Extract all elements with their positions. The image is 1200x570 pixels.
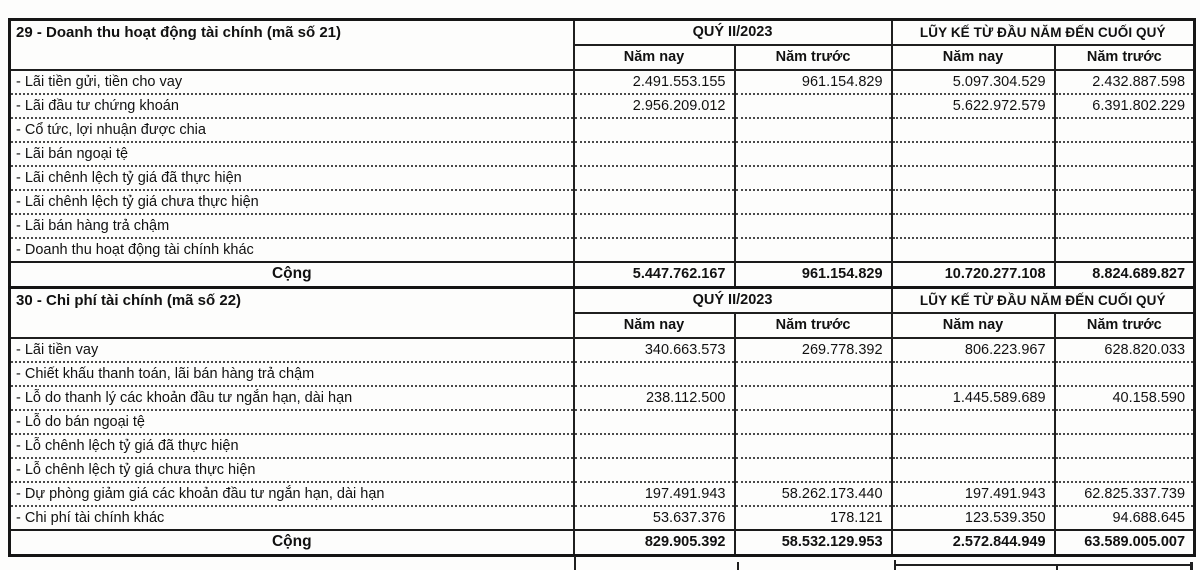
cutoff-next-table-line <box>737 562 739 570</box>
cell-quarter-this-year <box>574 166 735 190</box>
row-label: - Chi phí tài chính khác <box>10 506 574 530</box>
table-row <box>10 434 1195 458</box>
total-cumulative-prior-year: 8.824.689.827 <box>1055 262 1195 288</box>
column-header-cumulative-this-year: Năm nay <box>892 313 1055 338</box>
cell-quarter-prior-year <box>735 166 892 190</box>
cell-cumulative-this-year <box>892 142 1055 166</box>
table-row <box>10 458 1195 482</box>
row-label: - Lãi đầu tư chứng khoán <box>10 94 574 118</box>
cell-cumulative-this-year <box>892 166 1055 190</box>
cell-cumulative-this-year <box>892 458 1055 482</box>
cell-cumulative-this-year: 5.622.972.579 <box>892 94 1055 118</box>
cell-cumulative-prior-year <box>1055 238 1195 262</box>
cell-quarter-prior-year <box>735 434 892 458</box>
cell-cumulative-prior-year: 6.391.802.229 <box>1055 94 1195 118</box>
cell-quarter-this-year: 340.663.573 <box>574 338 735 362</box>
cell-quarter-this-year <box>574 118 735 142</box>
column-header-quarter-this-year: Năm nay <box>574 313 735 338</box>
cell-quarter-this-year <box>574 362 735 386</box>
cell-quarter-this-year: 2.956.209.012 <box>574 94 735 118</box>
table-row <box>10 338 1195 362</box>
cell-cumulative-prior-year <box>1055 410 1195 434</box>
cell-quarter-this-year: 197.491.943 <box>574 482 735 506</box>
total-row <box>10 530 1195 556</box>
cell-cumulative-prior-year: 62.825.337.739 <box>1055 482 1195 506</box>
column-header-quarter-prior-year: Năm trước <box>735 45 892 70</box>
total-quarter-prior-year: 961.154.829 <box>735 262 892 288</box>
cell-cumulative-prior-year <box>1055 458 1195 482</box>
table-row <box>10 362 1195 386</box>
cell-cumulative-prior-year <box>1055 142 1195 166</box>
table-row <box>10 410 1195 434</box>
row-label: - Lỗ chênh lệch tỷ giá chưa thực hiện <box>10 458 574 482</box>
cell-cumulative-this-year <box>892 362 1055 386</box>
cell-cumulative-prior-year: 628.820.033 <box>1055 338 1195 362</box>
cell-cumulative-prior-year <box>1055 190 1195 214</box>
cell-quarter-this-year <box>574 190 735 214</box>
section-title: 29 - Doanh thu hoạt động tài chính (mã số 21) <box>10 20 574 70</box>
column-header-quarter-prior-year: Năm trước <box>735 313 892 338</box>
row-label: - Lỗ do thanh lý các khoản đầu tư ngắn hạn, dài hạn <box>10 386 574 410</box>
cell-cumulative-this-year: 1.445.589.689 <box>892 386 1055 410</box>
total-row <box>10 262 1195 288</box>
row-label: - Lãi bán ngoại tệ <box>10 142 574 166</box>
column-header-cumulative-prior-year: Năm trước <box>1055 313 1195 338</box>
cell-cumulative-this-year: 806.223.967 <box>892 338 1055 362</box>
cell-quarter-this-year <box>574 434 735 458</box>
cell-cumulative-prior-year: 94.688.645 <box>1055 506 1195 530</box>
total-quarter-prior-year: 58.532.129.953 <box>735 530 892 556</box>
cell-cumulative-this-year: 5.097.304.529 <box>892 70 1055 94</box>
total-label: Cộng <box>10 530 574 556</box>
cell-quarter-prior-year <box>735 410 892 434</box>
row-label: - Cổ tức, lợi nhuận được chia <box>10 118 574 142</box>
column-group-cumulative: LŨY KẾ TỪ ĐẦU NĂM ĐẾN CUỐI QUÝ <box>892 288 1195 313</box>
total-label: Cộng <box>10 262 574 288</box>
row-label: - Lãi chênh lệch tỷ giá chưa thực hiện <box>10 190 574 214</box>
cell-quarter-this-year <box>574 410 735 434</box>
row-label: - Lãi chênh lệch tỷ giá đã thực hiện <box>10 166 574 190</box>
row-label: - Dự phòng giảm giá các khoản đầu tư ngắn hạn, dài hạn <box>10 482 574 506</box>
section-title: 30 - Chi phí tài chính (mã số 22) <box>10 288 574 338</box>
row-label: - Lỗ do bán ngoại tệ <box>10 410 574 434</box>
section-header-row <box>10 20 1195 45</box>
row-label: - Lãi tiền vay <box>10 338 574 362</box>
cell-quarter-this-year <box>574 238 735 262</box>
financial-notes-table <box>8 18 1196 557</box>
cell-quarter-this-year: 238.112.500 <box>574 386 735 410</box>
row-label: - Lãi bán hàng trả chậm <box>10 214 574 238</box>
cell-quarter-this-year <box>574 214 735 238</box>
column-header-cumulative-prior-year: Năm trước <box>1055 45 1195 70</box>
table-row <box>10 482 1195 506</box>
cell-cumulative-prior-year: 2.432.887.598 <box>1055 70 1195 94</box>
column-header-quarter-this-year: Năm nay <box>574 45 735 70</box>
table-row <box>10 238 1195 262</box>
cell-quarter-this-year <box>574 458 735 482</box>
cell-cumulative-prior-year <box>1055 118 1195 142</box>
cell-cumulative-this-year: 197.491.943 <box>892 482 1055 506</box>
total-cumulative-this-year: 2.572.844.949 <box>892 530 1055 556</box>
cell-quarter-this-year <box>574 142 735 166</box>
cell-cumulative-this-year: 123.539.350 <box>892 506 1055 530</box>
cell-quarter-prior-year <box>735 94 892 118</box>
cell-cumulative-prior-year: 40.158.590 <box>1055 386 1195 410</box>
cell-cumulative-prior-year <box>1055 434 1195 458</box>
cell-cumulative-this-year <box>892 118 1055 142</box>
column-group-quarter: QUÝ II/2023 <box>574 288 892 313</box>
cell-cumulative-prior-year <box>1055 166 1195 190</box>
total-cumulative-prior-year: 63.589.005.007 <box>1055 530 1195 556</box>
row-label: - Doanh thu hoạt động tài chính khác <box>10 238 574 262</box>
table-row <box>10 214 1195 238</box>
total-quarter-this-year: 829.905.392 <box>574 530 735 556</box>
cell-quarter-prior-year: 269.778.392 <box>735 338 892 362</box>
table-row <box>10 386 1195 410</box>
cell-cumulative-this-year <box>892 238 1055 262</box>
table-row <box>10 166 1195 190</box>
cell-quarter-prior-year: 178.121 <box>735 506 892 530</box>
table-row <box>10 118 1195 142</box>
table-row <box>10 142 1195 166</box>
row-label: - Chiết khấu thanh toán, lãi bán hàng trả chậm <box>10 362 574 386</box>
column-header-cumulative-this-year: Năm nay <box>892 45 1055 70</box>
table-row <box>10 190 1195 214</box>
cell-quarter-prior-year: 961.154.829 <box>735 70 892 94</box>
column-group-cumulative: LŨY KẾ TỪ ĐẦU NĂM ĐẾN CUỐI QUÝ <box>892 20 1195 45</box>
cell-cumulative-this-year <box>892 214 1055 238</box>
column-group-quarter: QUÝ II/2023 <box>574 20 892 45</box>
cell-quarter-this-year: 53.637.376 <box>574 506 735 530</box>
table-row <box>10 70 1195 94</box>
row-label: - Lãi tiền gửi, tiền cho vay <box>10 70 574 94</box>
cell-cumulative-this-year <box>892 434 1055 458</box>
cell-quarter-prior-year <box>735 190 892 214</box>
cell-cumulative-prior-year <box>1055 214 1195 238</box>
total-quarter-this-year: 5.447.762.167 <box>574 262 735 288</box>
cell-cumulative-this-year <box>892 190 1055 214</box>
cutoff-next-table-line <box>574 556 576 570</box>
cell-quarter-prior-year <box>735 362 892 386</box>
cell-quarter-prior-year <box>735 458 892 482</box>
cell-cumulative-prior-year <box>1055 362 1195 386</box>
cell-cumulative-this-year <box>892 410 1055 434</box>
total-cumulative-this-year: 10.720.277.108 <box>892 262 1055 288</box>
cell-quarter-prior-year <box>735 214 892 238</box>
section-header-row <box>10 288 1195 313</box>
table-row <box>10 506 1195 530</box>
cell-quarter-prior-year <box>735 386 892 410</box>
row-label: - Lỗ chênh lệch tỷ giá đã thực hiện <box>10 434 574 458</box>
cutoff-next-table-line <box>894 564 1193 566</box>
cell-quarter-this-year: 2.491.553.155 <box>574 70 735 94</box>
table-row <box>10 94 1195 118</box>
cell-quarter-prior-year <box>735 238 892 262</box>
cell-quarter-prior-year <box>735 118 892 142</box>
cell-quarter-prior-year: 58.262.173.440 <box>735 482 892 506</box>
cell-quarter-prior-year <box>735 142 892 166</box>
